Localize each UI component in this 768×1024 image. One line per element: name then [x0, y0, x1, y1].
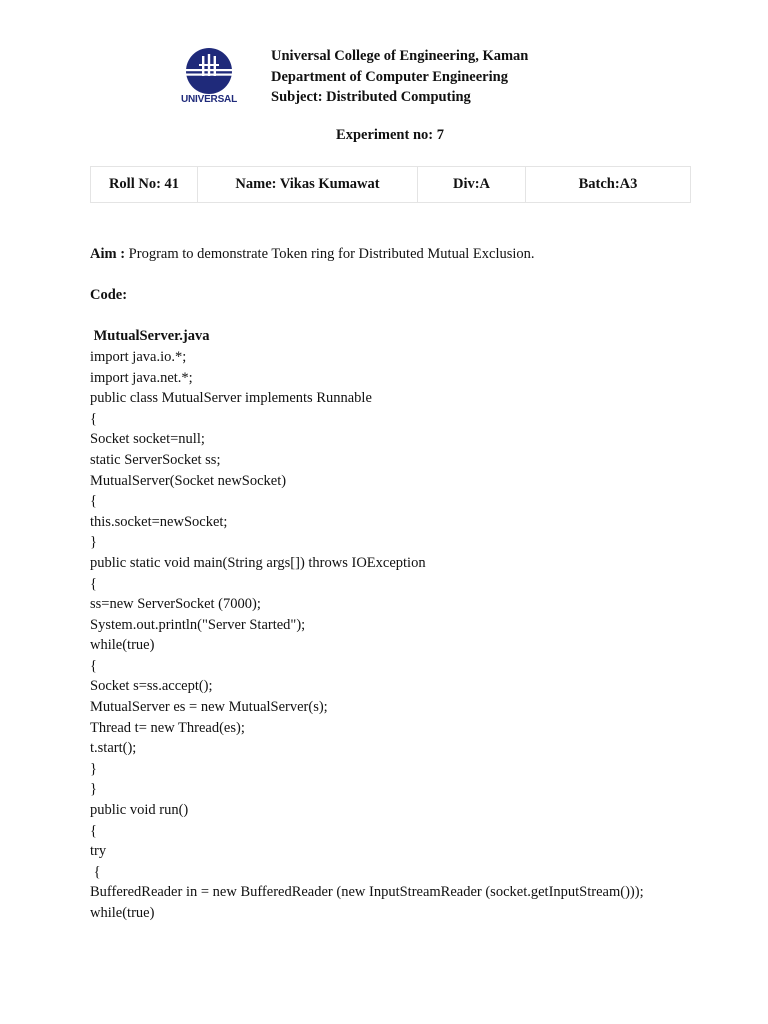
- code-line: public void run(): [90, 802, 189, 819]
- code-line: {: [90, 575, 97, 592]
- code-line: Thread t= new Thread(es);: [90, 719, 245, 736]
- division-cell: Div:A: [418, 167, 526, 203]
- student-name-cell: Name: Vikas Kumawat: [198, 167, 418, 203]
- student-info-table: [90, 166, 691, 203]
- code-block: [90, 347, 730, 924]
- table-row: [91, 167, 691, 203]
- code-line: ss=new ServerSocket (7000);: [90, 596, 261, 613]
- experiment-title: Experiment no: 7: [336, 127, 444, 143]
- spacer: [90, 265, 730, 286]
- code-line: }: [90, 534, 97, 551]
- logo-label: UNIVERSAL: [181, 94, 237, 105]
- code-line: MutualServer(Socket newSocket): [90, 472, 287, 489]
- roll-number-cell: Roll No: 41: [91, 167, 198, 203]
- college-emblem-icon: [179, 48, 239, 94]
- code-line: import java.io.*;: [90, 348, 187, 365]
- code-line: }: [90, 760, 97, 777]
- code-line: while(true): [90, 905, 155, 921]
- aim-text: Program to demonstrate Token ring for Distributed Mutual Exclusion.: [125, 246, 535, 262]
- college-name: Universal College of Engineering, Kaman: [271, 48, 529, 64]
- code-line: public static void main(String args[]) throws IOException: [90, 554, 426, 571]
- spacer: [90, 306, 730, 327]
- subject-name: Subject: Distributed Computing: [271, 89, 471, 105]
- batch-cell: Batch:A3: [526, 167, 691, 203]
- code-line: {: [90, 493, 97, 510]
- code-line: while(true): [90, 637, 155, 654]
- aim-label: Aim :: [90, 246, 126, 262]
- file-name-heading: MutualServer.java: [90, 328, 210, 345]
- code-line: this.socket=newSocket;: [90, 513, 228, 530]
- code-line: t.start();: [90, 740, 137, 757]
- code-line: Socket socket=null;: [90, 431, 205, 448]
- department-name: Department of Computer Engineering: [271, 68, 508, 85]
- code-line: static ServerSocket ss;: [90, 451, 221, 468]
- code-line: try: [90, 843, 107, 860]
- code-line: {: [90, 410, 97, 427]
- code-line: {: [90, 863, 101, 880]
- code-heading: Code:: [90, 287, 128, 304]
- experiment-title-row: [0, 127, 768, 144]
- code-line: import java.net.*;: [90, 369, 193, 386]
- code-line: MutualServer es = new MutualServer(s);: [90, 699, 328, 716]
- code-line: }: [90, 781, 97, 798]
- code-line: {: [90, 657, 97, 674]
- document-body: [90, 244, 730, 924]
- code-line: {: [90, 822, 97, 839]
- code-line: public class MutualServer implements Runnable: [90, 390, 372, 407]
- document-header: [271, 46, 528, 108]
- aim-line: [90, 244, 730, 265]
- code-line: System.out.println("Server Started");: [90, 616, 306, 633]
- code-line: BufferedReader in = new BufferedReader (new InputStreamReader (socket.getInputStream()));: [90, 884, 644, 901]
- college-logo: [179, 48, 239, 108]
- code-line: Socket s=ss.accept();: [90, 678, 213, 695]
